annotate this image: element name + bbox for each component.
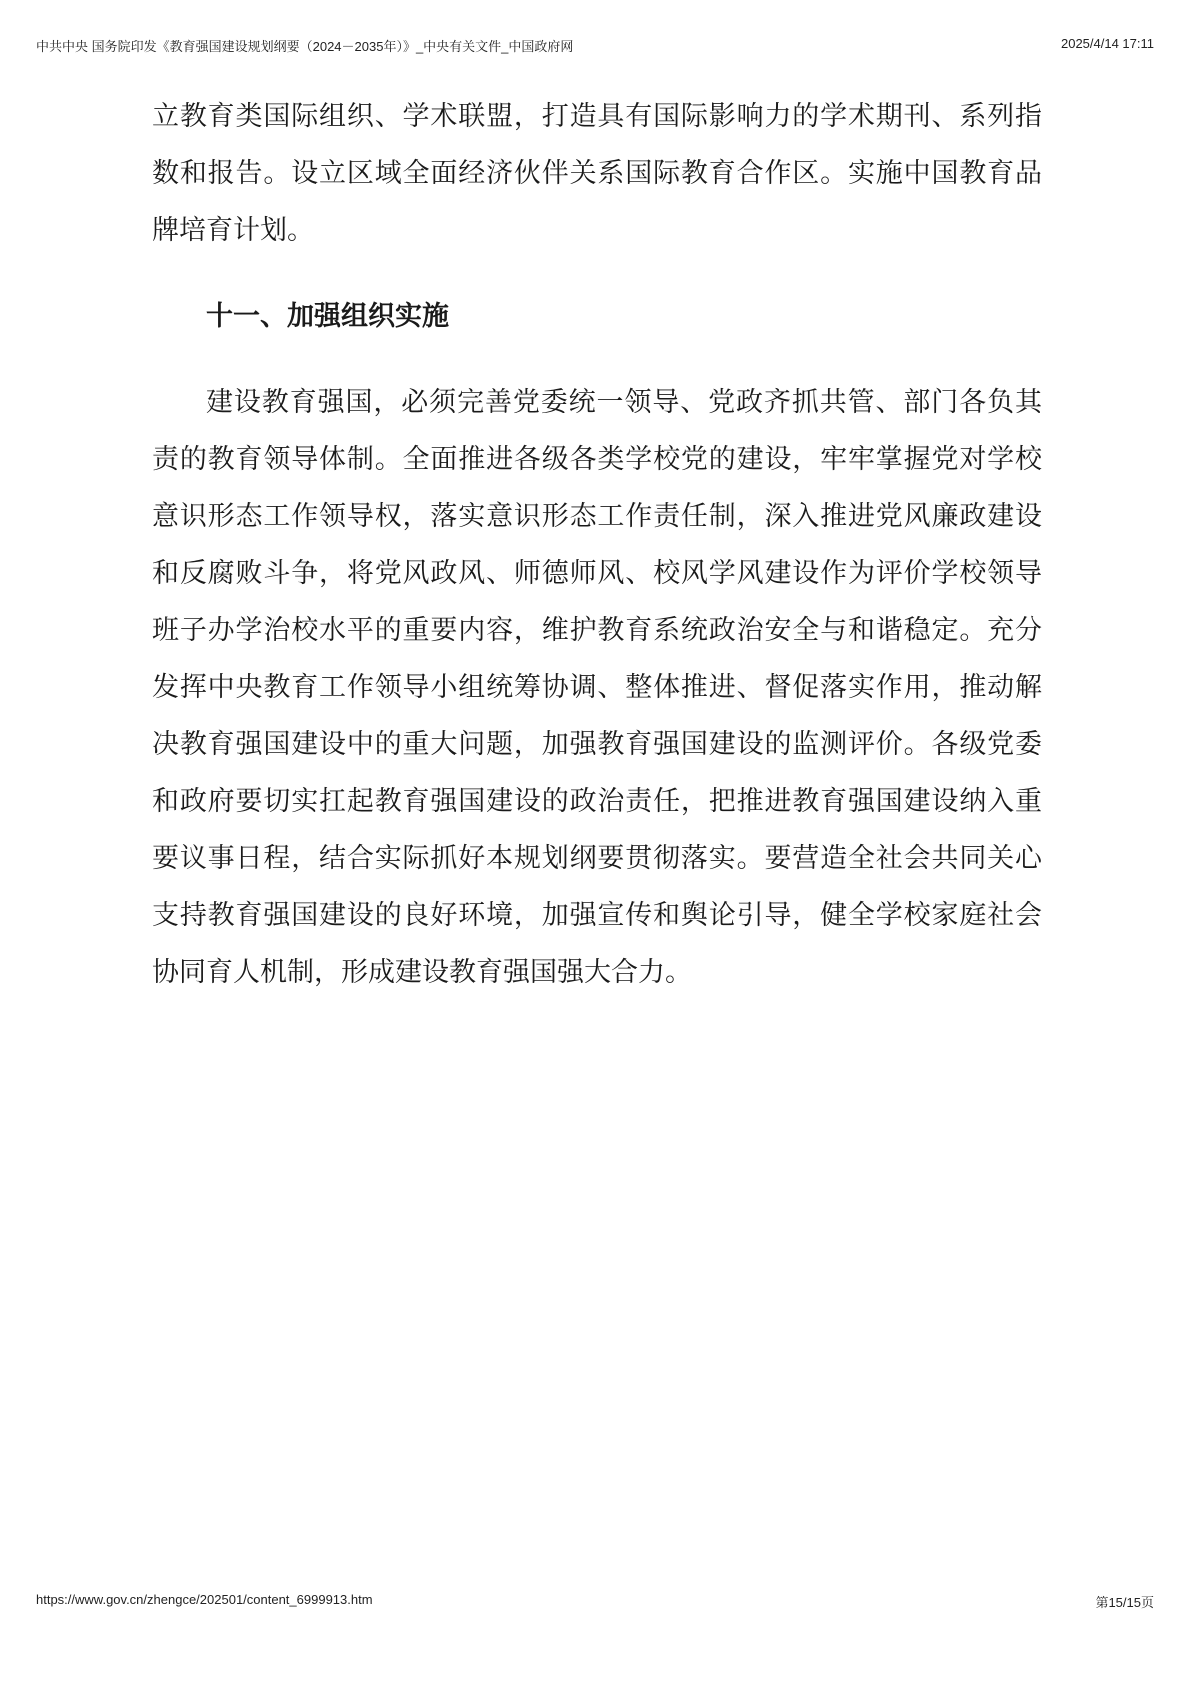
- continued-paragraph: 立教育类国际组织、学术联盟，打造具有国际影响力的学术期刊、系列指数和报告。设立区域全面经济伙伴关系国际教育合作区。实施中国教育品牌培育计划。: [152, 101, 1042, 246]
- document-body: [152, 88, 1042, 1001]
- page-url[interactable]: https://www.gov.cn/zhengce/202501/content_6999913.htm: [36, 1592, 373, 1607]
- section-heading: 十一、加强组织实施: [206, 301, 449, 332]
- section-paragraph: 建设教育强国，必须完善党委统一领导、党政齐抓共管、部门各负其责的教育领导体制。全面推进各级各类学校党的建设，牢牢掌握党对学校意识形态工作领导权，落实意识形态工作责任制，深入推进党风廉政建设和反腐败斗争，将党风政风、师德师风、校风学风建设作为评价学校领导班子办学治校水平的重要内容，维护教育系统政治安全与和谐稳定。充分发挥中央教育工作领导小组统筹协调、整体推进、督促落实作用，推动解决教育强国建设中的重大问题，加强教育强国建设的监测评价。各级党委和政府要切实扛起教育强国建设的政治责任，把推进教育强国建设纳入重要议事日程，结合实际抓好本规划纲要贯彻落实。要营造全社会共同关心支持教育强国建设的良好环境，加强宣传和舆论引导，健全学校家庭社会协同育人机制，形成建设教育强国强大合力。: [152, 387, 1042, 988]
- page-number: 第15/15页: [1095, 1595, 1154, 1610]
- print-header: [36, 36, 1154, 56]
- print-footer: [36, 1592, 1154, 1612]
- page-title: 中共中央 国务院印发《教育强国建设规划纲要（2024－2035年）》_中央有关文件_中国政府网: [36, 39, 574, 54]
- print-datetime: 2025/4/14 17:11: [1060, 36, 1154, 51]
